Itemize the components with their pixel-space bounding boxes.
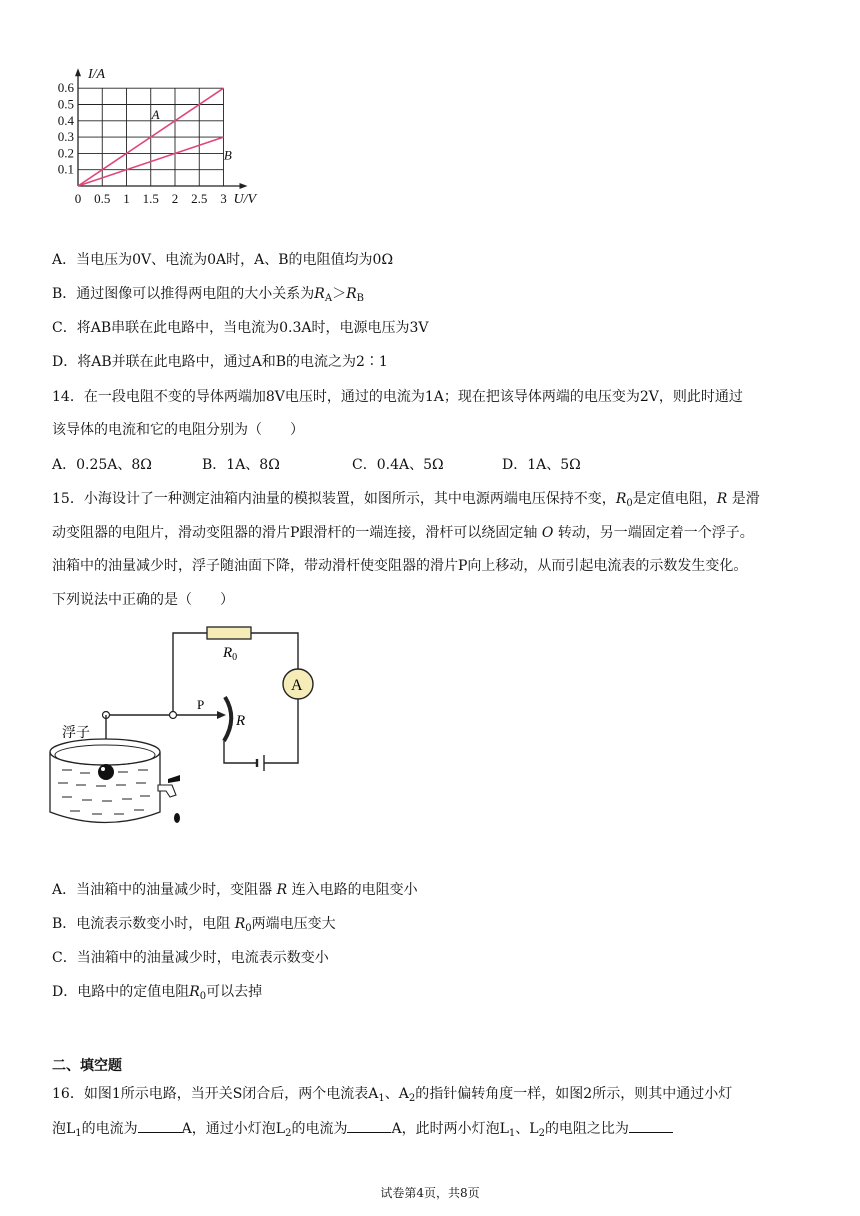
x-tick-label: 2.5 [191, 191, 208, 206]
wire-right-down [264, 699, 298, 763]
wire-battery-left [224, 741, 257, 763]
x-tick-label: 1 [123, 191, 130, 206]
y-tick-label: 0.4 [57, 112, 74, 128]
rheostat-arc [224, 697, 231, 741]
wire-right-top [251, 633, 298, 669]
p-label: P [197, 697, 205, 712]
series-label-B: B [223, 147, 232, 163]
x-tick-label: 1.5 [142, 191, 159, 206]
q14-stem-line2: 该导体的电流和它的电阻分别为（ ） [52, 422, 304, 438]
answer-blank-3[interactable] [629, 1118, 673, 1133]
q13-option-c: C．将AB串联在此电路中，当电流为0.3A时，电源电压为3V [52, 320, 429, 336]
q15-option-b: B．电流表示数变小时，电阻 $R_0$两端电压变大 [52, 916, 336, 934]
y-axis-arrow [75, 68, 81, 76]
oil-drop [174, 813, 180, 823]
oil-gauge-circuit-figure [40, 615, 340, 845]
q15-option-c: C．当油箱中的油量减少时，电流表示数变小 [52, 950, 329, 966]
origin-label: 0 [74, 191, 82, 206]
q14-option-b: B．1A、8Ω [202, 457, 280, 473]
q15-stem-line4: 下列说法中正确的是（ ） [52, 592, 234, 608]
y-tick-label: 0.6 [57, 80, 74, 96]
x-tick-label: 3 [220, 191, 227, 206]
tap-spout [158, 785, 176, 797]
float-highlight [101, 767, 105, 771]
ammeter-label: A [291, 677, 303, 694]
x-tick-label: 0.5 [94, 191, 111, 206]
q16-stem-line1: 16．如图1所示电路，当开关S闭合后，两个电流表$A_1$、$A_2$的指针偏转角度一样，如图2所示，则其中通过小灯 [52, 1086, 733, 1104]
x-axis-label: U/V [233, 192, 257, 207]
q13-option-a: A．当电压为0V、电流为0A时，A、B的电阻值均为0Ω [52, 252, 394, 268]
section-title-fill-in: 二、填空题 [52, 1058, 122, 1074]
r0-resistor [207, 627, 251, 639]
y-axis-label: I/A [88, 67, 106, 83]
q14-option-d: D．1A、5Ω [502, 457, 581, 473]
x-axis-arrow [240, 183, 248, 189]
r-label: R [236, 713, 246, 729]
x-tick-label: 2 [171, 191, 179, 206]
q14-option-a: A．0.25A、8Ω [52, 457, 152, 473]
q15-stem-line3: 油箱中的油量减少时，浮子随油面下降，带动滑杆使变阻器的滑片P向上移动，从而引起电流表的示数发生变化。 [52, 558, 748, 574]
answer-blank-1[interactable] [138, 1118, 182, 1133]
tap-handle [168, 775, 180, 783]
q13-option-d: D．将AB并联在此电路中，通过A和B的电流之为2∶1 [52, 354, 388, 370]
series-label-A: A [151, 106, 160, 122]
r0-label: $R_0$ [223, 645, 238, 663]
slider-arrow [217, 711, 226, 719]
float-label: 浮子 [62, 726, 90, 741]
q15-stem-line1: 15．小海设计了一种测定油箱内油量的模拟装置，如图所示，其中电源两端电压保持不变，$R_0$是定值电阻，R 是滑 [52, 491, 760, 509]
junction [170, 712, 177, 719]
y-tick-label: 0.2 [57, 145, 74, 161]
q15-option-d: D．电路中的定值电阻$R_0$可以去掉 [52, 984, 263, 1002]
q15-option-a: A．当油箱中的油量减少时，变阻器 R 连入电路的电阻变小 [52, 882, 418, 898]
q16-stem-line2: 泡$L_1$的电流为 A，通过小灯泡$L_2$的电流为 A，此时两小灯泡$L_1$、$L_2$的电阻之比为 [52, 1118, 673, 1144]
y-tick-label: 0.1 [57, 161, 74, 177]
page-footer: 试卷第4页，共8页 [380, 1186, 480, 1200]
iu-graph [40, 50, 280, 210]
q15-stem-line2: 动变阻器的电阻片，滑动变阻器的滑片P跟滑杆的一端连接，滑杆可以绕固定轴 O 转动，另一端固定着一个浮子。 [52, 525, 754, 541]
q14-stem-line1: 14．在一段电阻不变的导体两端加8V电压时，通过的电流为1A；现在把该导体两端的电压变为2V，则此时通过 [52, 389, 743, 405]
y-tick-label: 0.5 [57, 96, 74, 112]
float-ball [98, 764, 114, 780]
q14-option-c: C．0.4A、5Ω [352, 457, 444, 473]
y-tick-label: 0.3 [57, 129, 74, 145]
answer-blank-2[interactable] [347, 1118, 391, 1133]
q13-option-b: B．通过图像可以推得两电阻的大小关系为$R_A>R_B$ [52, 286, 364, 304]
